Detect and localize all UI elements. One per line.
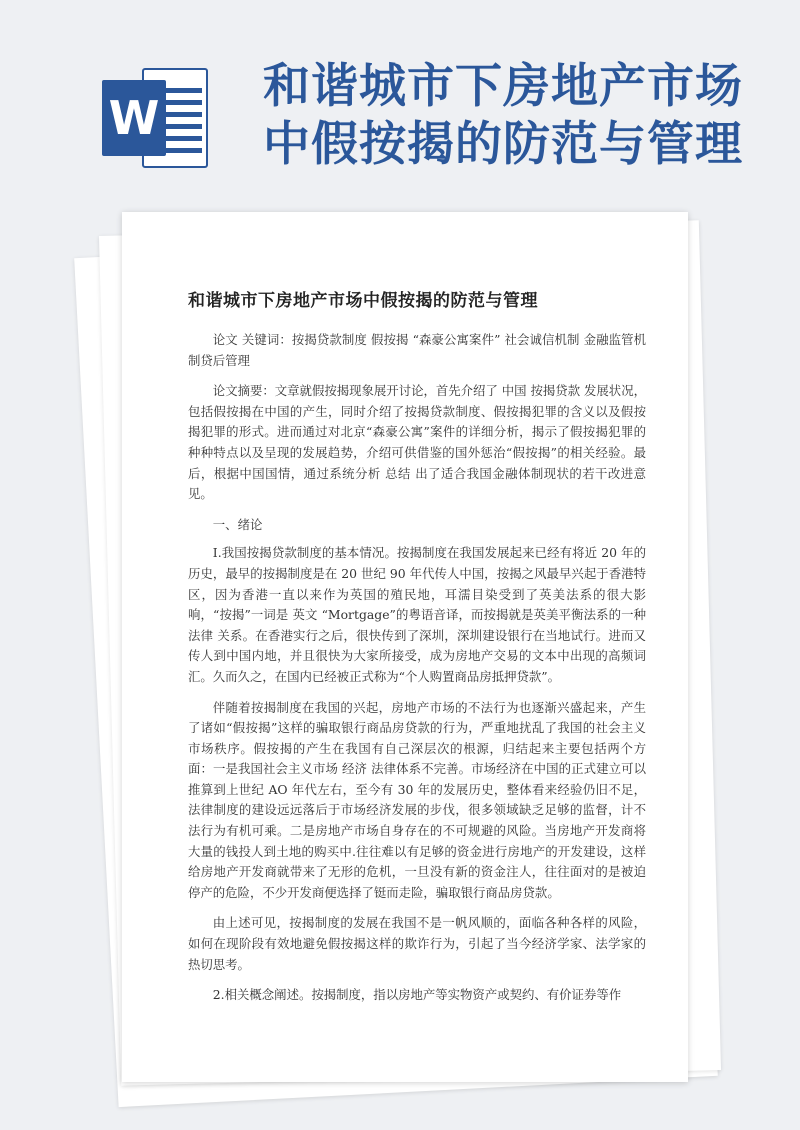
body-paragraph: 2.相关概念阐述。按揭制度，指以房地产等实物资产或契约、有价证券等作 (212, 987, 622, 1003)
document-title: 和谐城市下房地产市场中假按揭的防范与管理 (188, 291, 538, 311)
banner-title-line-1: 和谐城市下房地产市场 (263, 59, 743, 114)
abstract-paragraph: 论文摘要：文章就假按揭现象展开讨论，首先介绍了 中国 按揭贷款 发展状况，包括假按揭在中国的产生，同时介绍了按揭贷款制度、假按揭犯罪的含义以及假按揭犯罪的形式。进而通过对北京“森豪公寓”案件的详细分析，揭示了假按揭犯罪的种种特点以及呈现的发展趋势，介绍可供借鉴的国外惩治“假按揭”的相关经验。最后，根据中国国情，通过系统分析 总结 出了适合我国金融体制现状的若干改进意见。 (188, 383, 646, 502)
word-document-icon (102, 68, 212, 168)
banner-title (263, 58, 783, 174)
body-paragraph: I.我国按揭贷款制度的基本情况。按揭制度在我国发展起来已经有将近 20 年的 历史，最早的按揭制度是在 20 世纪 90 年代传人中国，按揭之风最早兴起于香港特区，因为香港一直以来作为英国的殖民地，耳濡目染受到了英美法系的很大影响，“按揭”一词是 英文 “Mortgage”的粤语音译，而按揭就是英美平衡法系的一种 法律 关系。在香港实行之后，很快传到了深圳，深圳建设银行在当地试行。进而又传人到中国内地，并且很快为大家所接受，成为房地产交易的文本中出现的高频词汇。久而久之，在国内已经被正式称为“个人购置商品房抵押贷款”。 (188, 545, 646, 684)
section-heading: 一、绪论 (212, 516, 263, 532)
body-paragraph: 伴随着按揭制度在我国的兴起，房地产市场的不法行为也逐渐兴盛起来，产生了诸如“假按揭”这样的骗取银行商品房贷款的行为，严重地扰乱了我国的社会主义市场秩序。假按揭的产生在我国有自己深层次的根源，归结起来主要包括两个方面：一是我国社会主义市场 经济 法律体系不完善。市场经济在中国的正式建立可以推算到上世纪 AO 年代左右，至今有 30 年的发展历史，整体看来经验仍旧不足，法律制度的建设远远落后于市场经济发展的步伐，很多领域缺乏足够的监督，计不法行为有机可乘。二是房地产市场自身存在的不可规避的风险。当房地产开发商将大量的钱投人到土地的购买中.往往难以有足够的资金进行房地产的开发建设，这样给房地产开发商就带来了无形的危机，一旦没有新的资金注人，往往面对的是被迫停产的危险，不少开发商便选择了铤而走险，骗取银行商品房贷款。 (188, 699, 646, 900)
banner-title-line-2: 中假按揭的防范与管理 (263, 117, 743, 172)
word-logo-letter: W (102, 80, 166, 156)
document-body (188, 330, 646, 1016)
body-paragraph: 由上述可见，按揭制度的发展在我国不是一帆风顺的，面临各种各样的风险，如何在现阶段有效地避免假按揭这样的欺诈行为，引起了当今经济学家、法学家的热切思考。 (188, 915, 646, 972)
keywords-paragraph: 论文 关键词：按揭贷款制度 假按揭 “森豪公寓案件” 社会诚信机制 金融监管机制贷后管理 (188, 332, 646, 368)
header-banner (0, 0, 800, 200)
document-page (122, 212, 688, 1082)
